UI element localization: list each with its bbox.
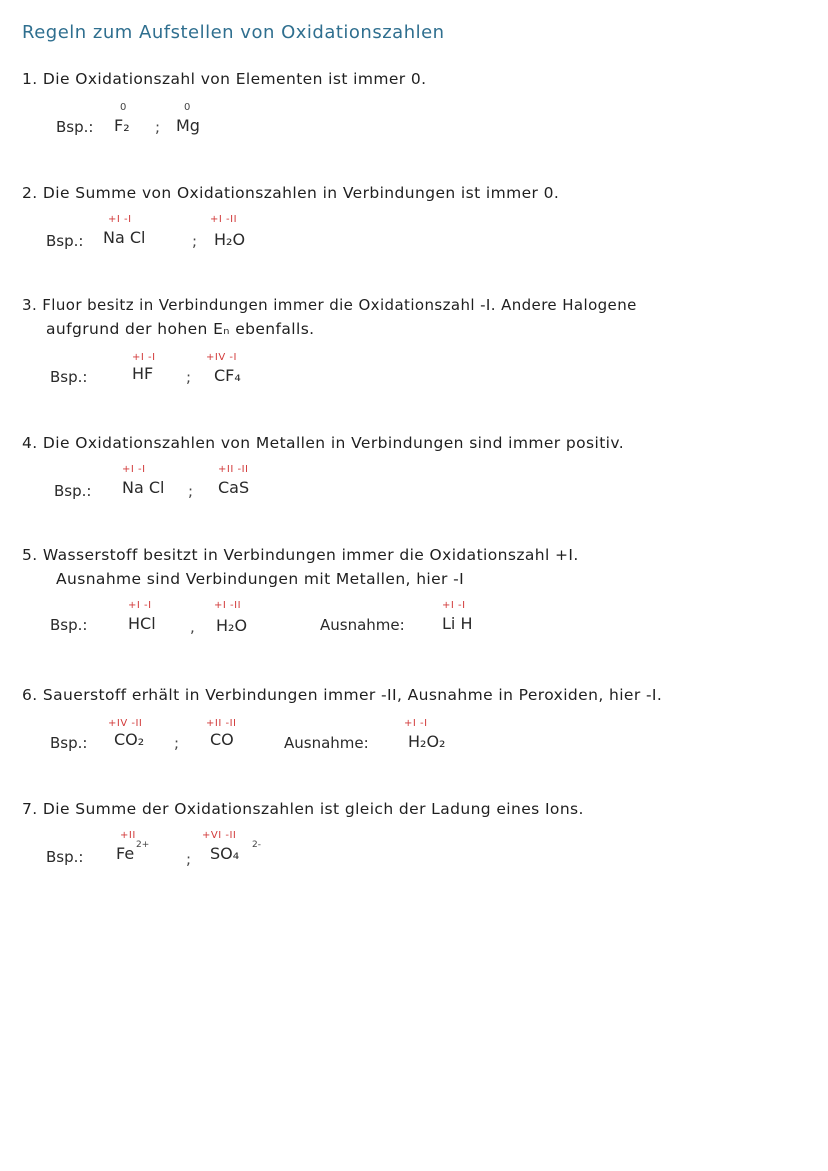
rule-3-ex-2-ox: +IV -I xyxy=(206,352,237,363)
rule-4-ex-1-ox: +I -I xyxy=(122,464,146,475)
rule-1-ex-1-ox: 0 xyxy=(120,102,127,113)
rule-5-ausnahme-ox: +I -I xyxy=(442,600,466,611)
rule-7-bsp: Bsp.: xyxy=(46,848,84,866)
rule-6-text: 6. Sauerstoff erhält in Verbindungen immer -II, Ausnahme in Peroxiden, hier -I. xyxy=(22,686,663,704)
rule-5-text-line-1: 5. Wasserstoff besitzt in Verbindungen immer die Oxidationszahl +I. xyxy=(22,546,579,564)
rule-2-bsp: Bsp.: xyxy=(46,232,84,250)
rule-6-ausnahme-formula: H₂O₂ xyxy=(408,732,446,751)
rule-6-ex-1-ox: +IV -II xyxy=(108,718,143,729)
rule-6-separator: ; xyxy=(174,734,180,752)
rule-3-ex-1-ox: +I -I xyxy=(132,352,156,363)
rule-4-ex-1-formula: Na Cl xyxy=(122,478,165,497)
rule-5-ex-1-formula: HCl xyxy=(128,614,156,633)
rule-4-ex-2-ox: +II -II xyxy=(218,464,249,475)
rule-1-ex-2-ox: 0 xyxy=(184,102,191,113)
rule-7-ex-1-charge: 2+ xyxy=(136,840,150,850)
rule-7-ex-2-charge: 2- xyxy=(252,840,261,850)
rule-7-ex-2-ox: +VI -II xyxy=(202,830,237,841)
rule-5-bsp: Bsp.: xyxy=(50,616,88,634)
rule-5-ausnahme-label: Ausnahme: xyxy=(320,616,405,634)
rule-7-separator: ; xyxy=(186,850,192,868)
rule-2-ex-1-formula: Na Cl xyxy=(103,228,146,247)
rule-5-ex-1-ox: +I -I xyxy=(128,600,152,611)
rule-6-bsp: Bsp.: xyxy=(50,734,88,752)
rule-3-separator: ; xyxy=(186,368,192,386)
rule-7-ex-2-formula: SO₄ xyxy=(210,844,240,863)
rule-6-ausnahme-label: Ausnahme: xyxy=(284,734,369,752)
rule-3-ex-2-formula: CF₄ xyxy=(214,366,241,385)
rule-3-bsp: Bsp.: xyxy=(50,368,88,386)
rule-7-ex-1-formula: Fe xyxy=(116,844,135,863)
rule-4-bsp: Bsp.: xyxy=(54,482,92,500)
rule-6-ex-2-ox: +II -II xyxy=(206,718,237,729)
rule-6-ex-2-formula: CO xyxy=(210,730,234,749)
rule-4-text: 4. Die Oxidationszahlen von Metallen in Verbindungen sind immer positiv. xyxy=(22,434,625,452)
rule-3-text-line-1: 3. Fluor besitz in Verbindungen immer die Oxidationszahl -I. Andere Halogene xyxy=(22,296,637,314)
rule-2-ex-2-ox: +I -II xyxy=(210,214,238,225)
rule-7-text: 7. Die Summe der Oxidationszahlen ist gleich der Ladung eines Ions. xyxy=(22,800,584,818)
rule-4-ex-2-formula: CaS xyxy=(218,478,250,497)
rule-1-ex-2-formula: Mg xyxy=(176,116,200,135)
rule-2-ex-2-formula: H₂O xyxy=(214,230,246,249)
rule-7-ex-1-ox: +II xyxy=(120,830,136,841)
rule-6-ausnahme-ox: +I -I xyxy=(404,718,428,729)
rule-5-text-line-2: Ausnahme sind Verbindungen mit Metallen, hier -I xyxy=(56,570,465,588)
page-title: Regeln zum Aufstellen von Oxidationszahlen xyxy=(22,22,445,43)
rule-6-ex-1-formula: CO₂ xyxy=(114,730,145,749)
rule-2-text: 2. Die Summe von Oxidationszahlen in Verbindungen ist immer 0. xyxy=(22,184,560,202)
rule-1-ex-1-formula: F₂ xyxy=(114,116,130,135)
rule-2-ex-1-ox: +I -I xyxy=(108,214,132,225)
rule-4-separator: ; xyxy=(188,482,194,500)
rule-5-ex-2-formula: H₂O xyxy=(216,616,248,635)
rule-5-ex-2-ox: +I -II xyxy=(214,600,242,611)
rule-3-text-line-2: aufgrund der hohen Eₙ ebenfalls. xyxy=(46,320,315,338)
rule-1-separator: ; xyxy=(155,118,161,136)
rule-1-bsp: Bsp.: xyxy=(56,118,94,136)
rule-3-ex-1-formula: HF xyxy=(132,364,154,383)
rule-5-separator: , xyxy=(190,618,195,636)
rule-5-ausnahme-formula: Li H xyxy=(442,614,473,633)
rule-2-separator: ; xyxy=(192,232,198,250)
rule-1-text: 1. Die Oxidationszahl von Elementen ist immer 0. xyxy=(22,70,427,88)
